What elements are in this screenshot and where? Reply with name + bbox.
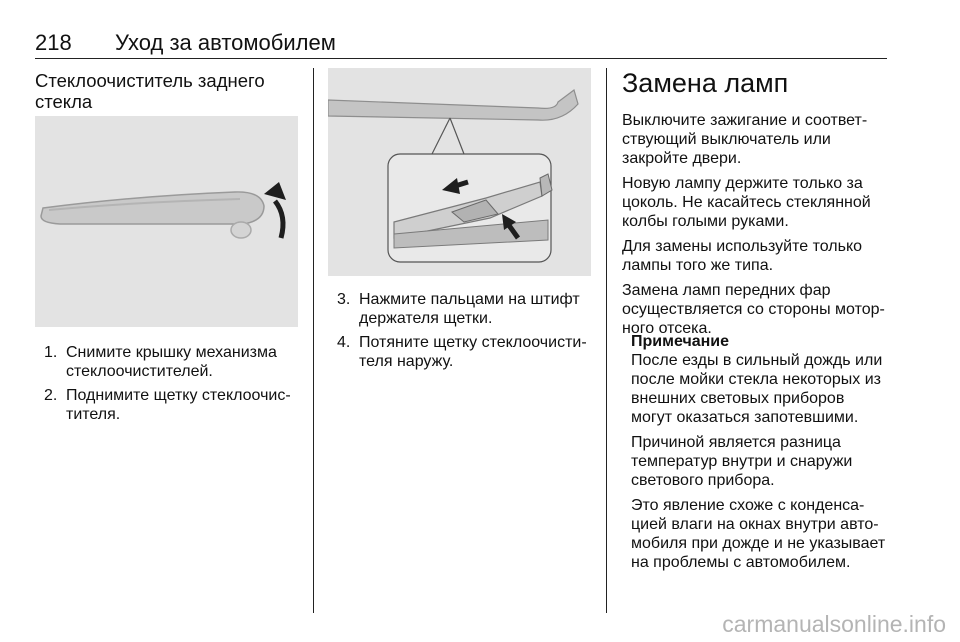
wiper-blade-holder-figure [328, 68, 591, 276]
step-text: Нажмите пальцами на штифт [359, 291, 580, 308]
text-line: закройте двери. [622, 150, 742, 167]
wiper-arm-illustration [35, 116, 298, 327]
step-text: тителя. [66, 406, 121, 423]
section-title-lamp-replacement: Замена ламп [622, 68, 789, 98]
section-title-rear-wiper [35, 70, 285, 112]
paragraph [631, 433, 893, 490]
text-line: внешних световых приборов [631, 390, 845, 407]
step-number: 3. [337, 291, 351, 308]
step-text: теля наружу. [359, 353, 454, 370]
step-number: 4. [337, 334, 351, 351]
step-number: 2. [44, 387, 58, 404]
text-line: лампы того же типа. [622, 257, 774, 274]
text-line: на проблемы с автомобилем. [631, 554, 851, 571]
text-line: цоколь. Не касайтесь стеклянной [622, 194, 871, 211]
list-item [337, 333, 597, 371]
text-line: после мойки стекла некоторых из [631, 371, 881, 388]
text-line: осуществляется со стороны мотор- [622, 301, 885, 318]
watermark-text: carmanualsonline.info [722, 611, 946, 637]
text-line: Для замены используйте только [622, 238, 863, 255]
wiper-arm-figure [35, 116, 298, 327]
step-text: держателя щетки. [359, 310, 493, 327]
note-block [631, 332, 893, 578]
lamp-instructions [622, 111, 892, 344]
section-title-line: стекла [35, 91, 93, 112]
paragraph [622, 237, 892, 275]
text-line: цией влаги на окнах внутри авто- [631, 516, 879, 533]
paragraph [622, 111, 892, 168]
list-item [44, 343, 300, 381]
list-item [337, 290, 597, 328]
step-text: Потяните щетку стеклоочисти- [359, 334, 587, 351]
section-title-line: Стеклоочиститель заднего [35, 70, 265, 91]
text-line: светового прибора. [631, 472, 775, 489]
steps-list-middle [337, 290, 597, 376]
note-title: Примечание [631, 333, 730, 350]
text-line: После езды в сильный дождь или [631, 352, 883, 369]
step-text: Снимите крышку механизма [66, 344, 277, 361]
text-line: Новую лампу держите только за [622, 175, 863, 192]
text-line: ствующий выключатель или [622, 131, 831, 148]
page-number: 218 [35, 30, 72, 55]
text-line: мобиля при дожде и не указывает [631, 535, 886, 552]
paragraph [631, 351, 893, 427]
text-line: Причиной является разница [631, 434, 841, 451]
text-line: могут оказаться запотевшими. [631, 409, 859, 426]
text-line: Это явление схоже с конденса- [631, 497, 865, 514]
list-item [44, 386, 300, 424]
wiper-blade-illustration [328, 68, 591, 276]
step-number: 1. [44, 344, 58, 361]
page-header [35, 28, 887, 59]
step-text: стеклоочистителей. [66, 363, 213, 380]
text-line: температур внутри и снаружи [631, 453, 853, 470]
chapter-title: Уход за автомобилем [115, 30, 336, 55]
text-line: Выключите зажигание и соответ- [622, 112, 868, 129]
column-divider-left [313, 68, 314, 613]
column-divider-right [606, 68, 607, 613]
steps-list-left [44, 343, 300, 429]
text-line: колбы голыми руками. [622, 213, 789, 230]
text-line: Замена ламп передних фар [622, 282, 831, 299]
paragraph [631, 496, 893, 572]
text-line: ного отсека. [622, 320, 712, 337]
paragraph [622, 174, 892, 231]
step-text: Поднимите щетку стеклоочис- [66, 387, 291, 404]
paragraph [622, 281, 892, 338]
